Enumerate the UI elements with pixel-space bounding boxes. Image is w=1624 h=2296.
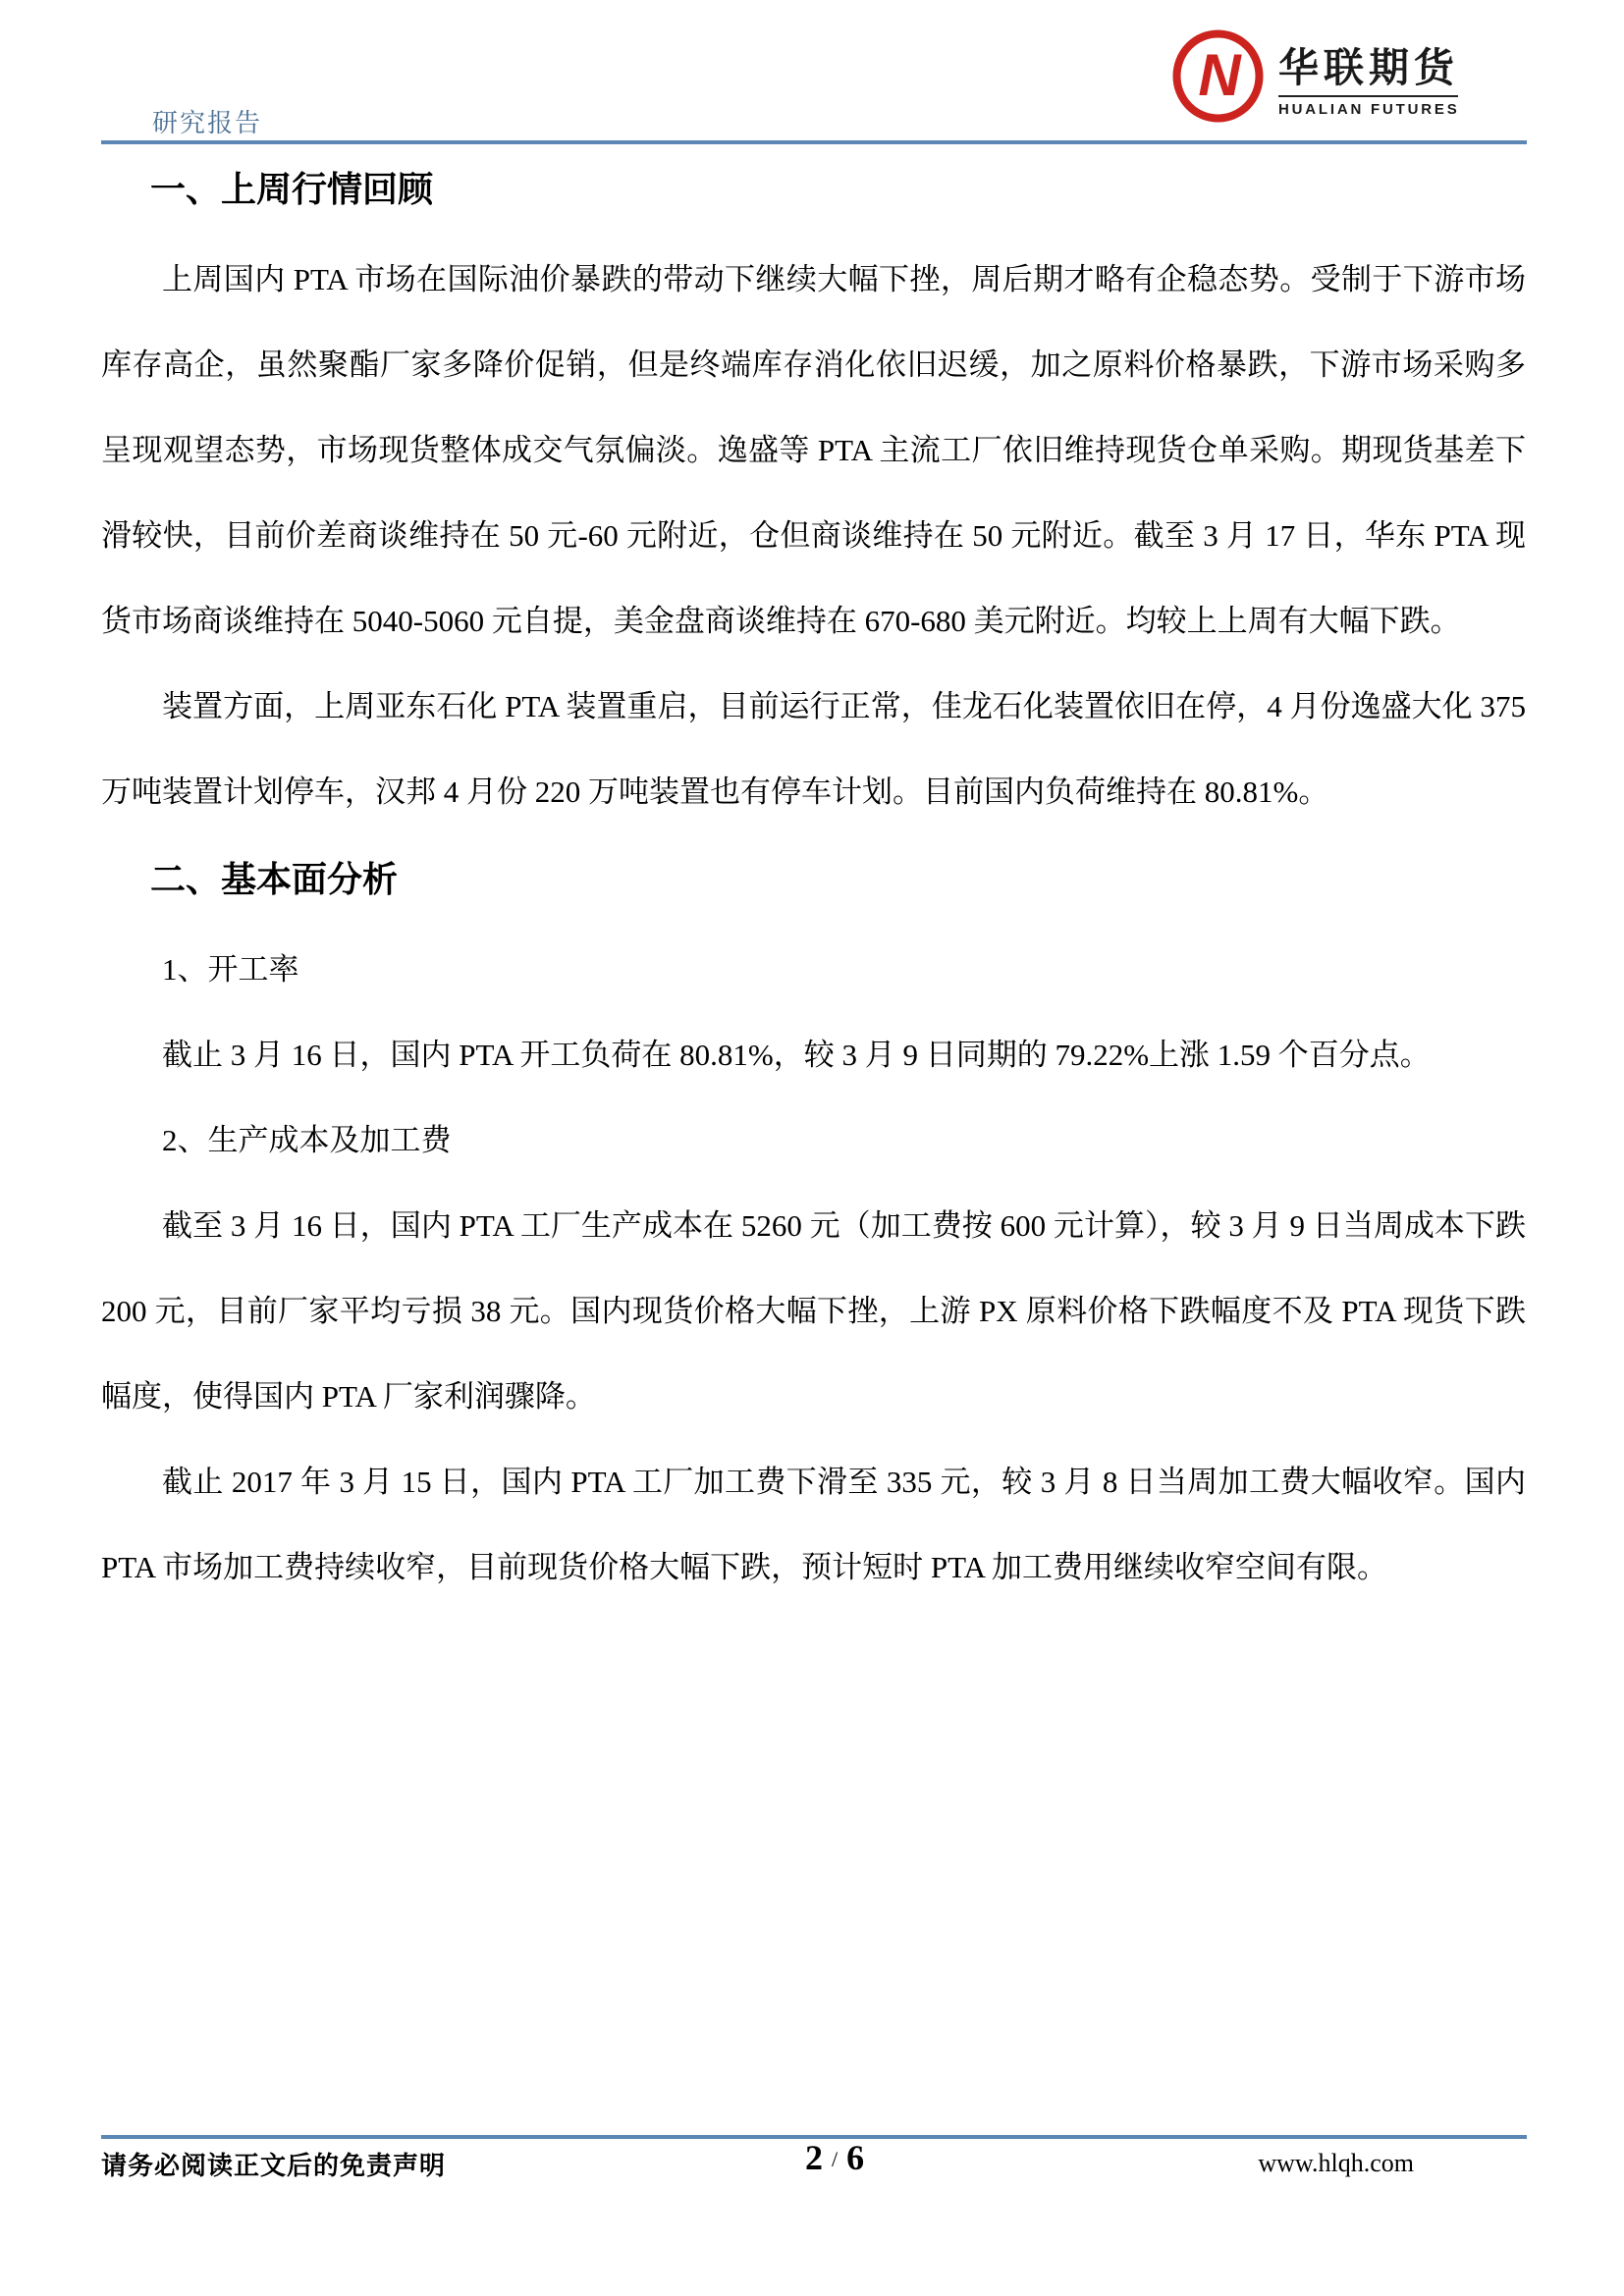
subheading-production-cost: 2、生产成本及加工费 — [162, 1123, 452, 1157]
page-number-total: 6 — [846, 2138, 865, 2177]
footer-disclaimer: 请务必阅读正文后的免责声明 — [101, 2152, 447, 2180]
logo-n-icon — [1170, 29, 1266, 123]
paragraph: 上周国内 PTA 市场在国际油价暴跌的带动下继续大幅下挫，周后期才略有企稳态势。受制于下游市场库存高企，虽然聚酯厂家多降价促销，但是终端库存消化依旧迟缓，加之原料价格暴跌，下游市场采购多呈现观望态势，市场现货整体成交气氛偏淡。逸盛等 PTA 主流工厂依旧维持现货仓单采购。期现货基差下滑较快，目前价差商谈维持在 50 元-60 元附近，仓但商谈维持在 50 元附近。截至 3 月 17 日，华东 PTA 现货市场商谈维持在 5040-5060 元自提，美金盘商谈维持在 670-680 美元附近。均较上上周有大幅下跌。 — [101, 262, 1526, 638]
page-number-current: 2 — [804, 2138, 823, 2177]
company-logo — [1170, 29, 1460, 123]
paragraph: 装置方面，上周亚东石化 PTA 装置重启，目前运行正常，佳龙石化装置依旧在停，4 月份逸盛大化 375 万吨装置计划停车，汉邦 4 月份 220 万吨装置也有停车计划。目前国内负荷维持在 80.81%。 — [101, 689, 1526, 809]
doc-type-label: 研究报告 — [152, 109, 263, 137]
page-number-separator: / — [831, 2147, 839, 2171]
report-body — [0, 144, 1624, 1610]
logo-divider — [1278, 95, 1458, 97]
company-name-en: HUALIAN FUTURES — [1278, 101, 1460, 119]
logo-text — [1278, 29, 1460, 118]
page-number — [687, 2137, 982, 2178]
section-heading-1: 一、上周行情回顾 — [150, 169, 434, 209]
paragraph: 截止 3 月 16 日，国内 PTA 开工负荷在 80.81%，较 3 月 9 日同期的 79.22%上涨 1.59 个百分点。 — [162, 1038, 1431, 1072]
section-heading-2: 二、基本面分析 — [150, 859, 399, 899]
footer-website: www.hlqh.com — [1258, 2149, 1414, 2177]
company-name-cn: 华联期货 — [1278, 45, 1459, 90]
paragraph: 截止 2017 年 3 月 15 日，国内 PTA 工厂加工费下滑至 335 元，较 3 月 8 日当周加工费大幅收窄。国内 PTA 市场加工费持续收窄，目前现货价格大幅下跌，预计短时 PTA 加工费用继续收窄空间有限。 — [101, 1465, 1526, 1584]
svg-text:N: N — [1198, 42, 1241, 108]
paragraph: 截至 3 月 16 日，国内 PTA 工厂生产成本在 5260 元（加工费按 600 元计算），较 3 月 9 日当周成本下跌 200 元，目前厂家平均亏损 38 元。国内现货价格大幅下挫，上游 PX 原料价格下跌幅度不及 PTA 现货下跌幅度，使得国内 PTA 厂家利润骤降。 — [101, 1208, 1526, 1414]
subheading-operating-rate: 1、开工率 — [162, 952, 299, 987]
